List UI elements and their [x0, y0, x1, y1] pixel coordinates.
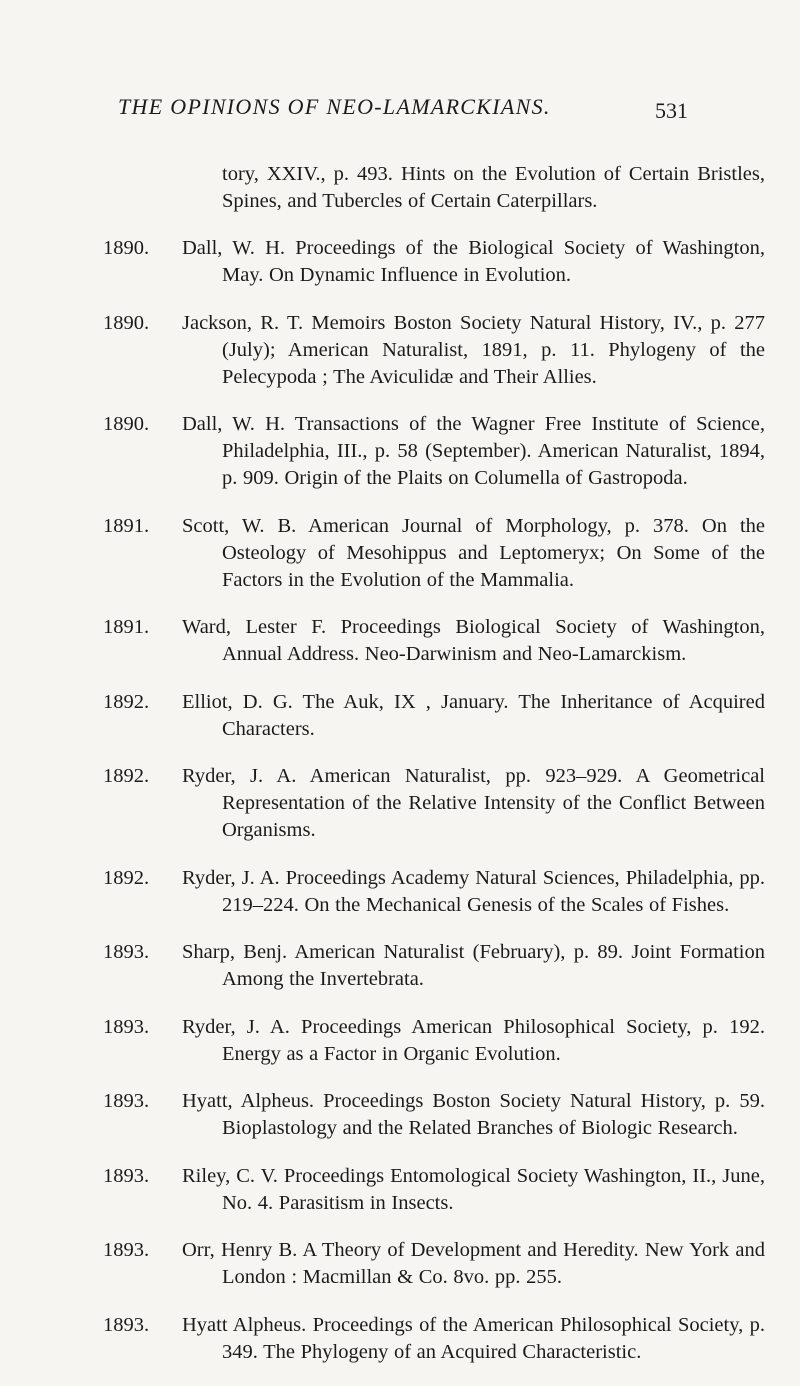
bibliography-entry — [0, 865, 800, 919]
entry-year: 1893. — [103, 1090, 150, 1112]
entry-text: Dall, W. H. Proceedings of the Biological Society of Washington, May. On Dynamic Influence in Evolution. — [182, 237, 765, 286]
page-number: 531 — [655, 98, 688, 123]
bibliography-entry — [0, 1088, 800, 1142]
bibliography-entry — [0, 513, 800, 594]
entry-text: Orr, Henry B. A Theory of Development and Heredity. New York and London : Macmillan & Co. 8vo. pp. 255. — [182, 1239, 765, 1288]
entry-year: 1892. — [103, 690, 150, 713]
entry-year: 1891. — [103, 514, 150, 537]
entry-year: 1892. — [103, 765, 150, 787]
entry-year: 1893. — [103, 1164, 150, 1187]
entry-year: 1893. — [103, 1313, 150, 1336]
entry-text: Hyatt Alpheus. Proceedings of the American Philosophical Society, p. 349. The Phylogeny of an Acquired Characteristic. — [182, 1313, 765, 1363]
bibliography-continuation — [0, 161, 800, 215]
bibliography-entry — [0, 310, 800, 391]
bibliography-entry — [0, 411, 800, 492]
entry-text: Dall, W. H. Transactions of the Wagner Free Institute of Science, Philadelphia, III., p. 58 (September). American Naturalist, 1894, p. 909. Origin of the Plaits on Columella of Gastropoda. — [182, 413, 765, 489]
entry-text: Elliot, D. G. The Auk, IX , January. The Inheritance of Acquired Characters. — [182, 690, 765, 740]
bibliography-entry — [0, 614, 800, 668]
entry-text: Ryder, J. A. American Naturalist, pp. 923–929. A Geometrical Representation of the Relative Intensity of the Conflict Between Organisms. — [182, 765, 765, 841]
entry-year: 1893. — [103, 941, 150, 963]
bibliography-entry — [0, 1312, 800, 1366]
entry-year: 1892. — [103, 866, 150, 889]
entry-text: Ryder, J. A. Proceedings American Philosophical Society, p. 192. Energy as a Factor in Organic Evolution. — [182, 1015, 765, 1065]
entry-year: 1890. — [103, 311, 150, 334]
entry-year: 1893. — [103, 1015, 150, 1038]
entry-year: 1893. — [103, 1239, 150, 1261]
entry-text: Jackson, R. T. Memoirs Boston Society Natural History, IV., p. 277 (July); American Naturalist, 1891, p. 11. Phylogeny of the Pelecypoda ; The Aviculidæ and Their Allies. — [182, 311, 765, 388]
entry-text: Riley, C. V. Proceedings Entomological Society Washington, II., June, No. 4. Parasitism in Insects. — [182, 1164, 765, 1214]
entry-text: Ryder, J. A. Proceedings Academy Natural Sciences, Philadelphia, pp. 219–224. On the Mechanical Genesis of the Scales of Fishes. — [182, 866, 765, 916]
entry-text: Scott, W. B. American Journal of Morphology, p. 378. On the Osteology of Mesohippus and Leptomeryx; On Some of the Factors in the Evolution of the Mammalia. — [182, 514, 765, 591]
bibliography-entry — [0, 235, 800, 289]
entry-text: Sharp, Benj. American Naturalist (February), p. 89. Joint Formation Among the Invertebrata. — [182, 941, 765, 990]
bibliography-entry — [0, 1163, 800, 1217]
bibliography-entry — [0, 1014, 800, 1068]
bibliography-entry — [0, 689, 800, 743]
continuation-text: tory, XXIV., p. 493. Hints on the Evolution of Certain Bristles, Spines, and Tubercles of Certain Caterpillars. — [222, 162, 765, 212]
entry-year: 1890. — [103, 237, 150, 259]
entry-year: 1890. — [103, 413, 150, 435]
running-title: THE OPINIONS OF NEO-LAMARCKIANS. — [118, 94, 551, 119]
running-head — [118, 94, 688, 130]
bibliography-entry — [0, 1237, 800, 1291]
bibliography-entry — [0, 939, 800, 993]
bibliography-list — [0, 140, 800, 1386]
bibliography-entry — [0, 763, 800, 844]
entry-text: Hyatt, Alpheus. Proceedings Boston Society Natural History, p. 59. Bioplastology and the Related Branches of Biologic Research. — [182, 1090, 765, 1139]
entry-year: 1891. — [103, 616, 150, 638]
entry-text: Ward, Lester F. Proceedings Biological Society of Washington, Annual Address. Neo-Darwinism and Neo-Lamarckism. — [182, 616, 765, 665]
